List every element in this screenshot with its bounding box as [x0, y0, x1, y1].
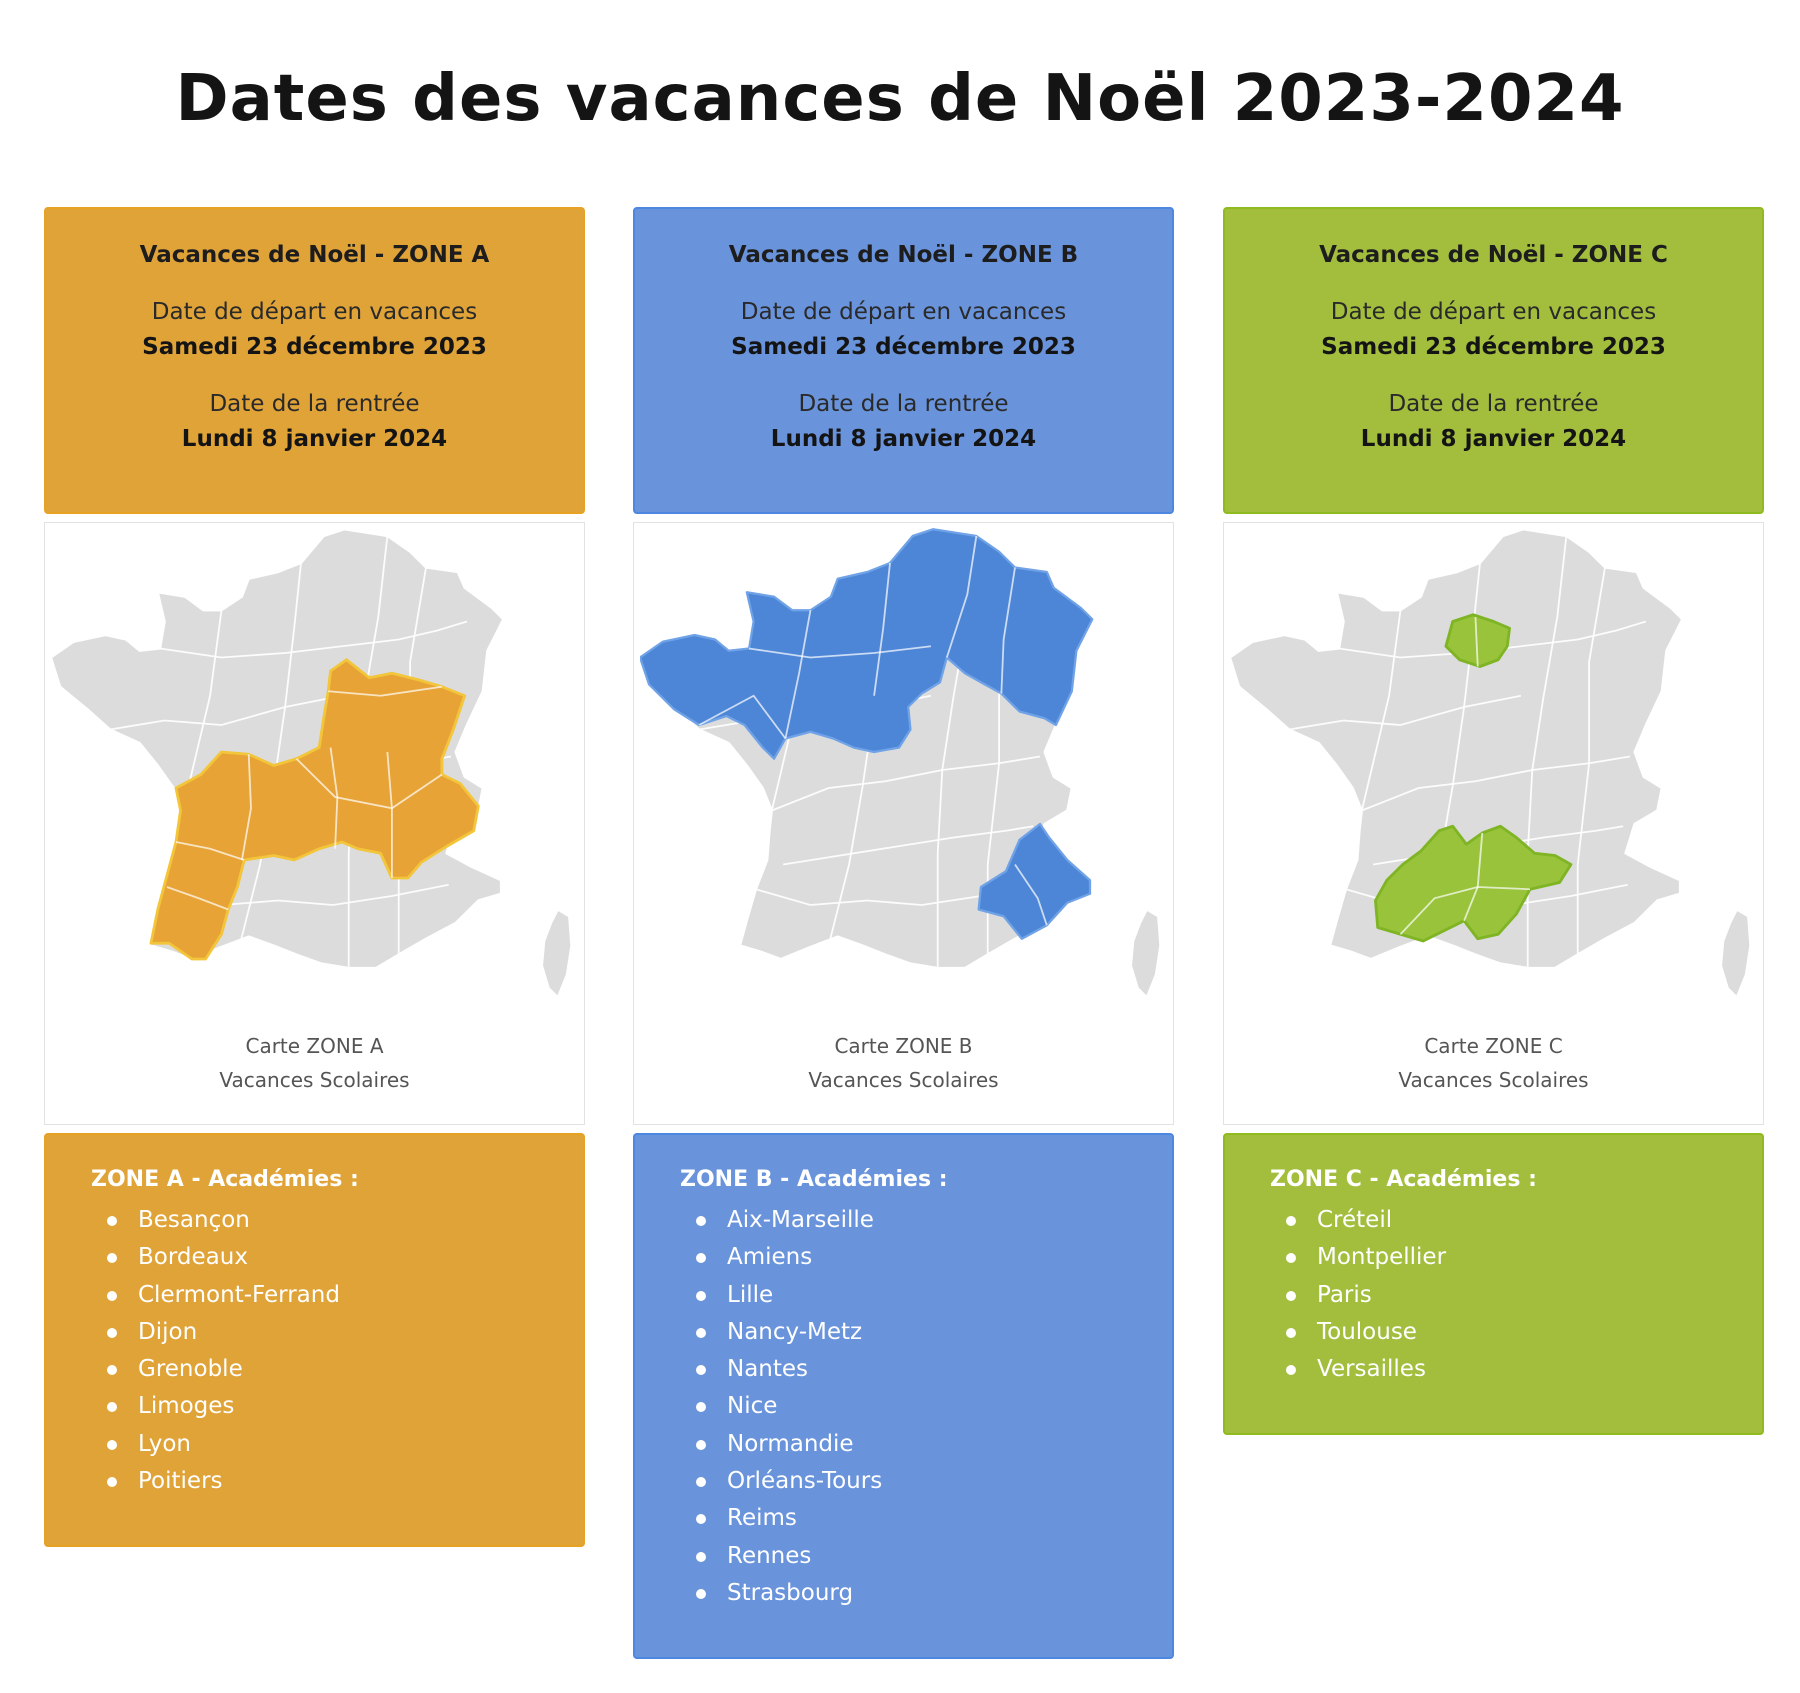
zone-c-map-card [1223, 522, 1764, 1125]
bullet-icon [696, 1589, 706, 1599]
zone-a-column [44, 207, 585, 1547]
list-item [1270, 1351, 1732, 1388]
zone-c-france-map [1230, 527, 1755, 1022]
bullet-icon [696, 1216, 706, 1226]
zone-a-map-caption [45, 1029, 584, 1097]
zone-b-map-caption [634, 1029, 1173, 1097]
zone-c-rentree-label: Date de la rentrée [1388, 391, 1599, 417]
bullet-icon [696, 1552, 706, 1562]
list-item [680, 1239, 1142, 1276]
zone-b-france-map [640, 527, 1165, 1022]
academy-name: Orléans-Tours [727, 1468, 883, 1495]
academy-name: Dijon [138, 1318, 198, 1345]
bullet-icon [107, 1216, 117, 1226]
bullet-icon [696, 1253, 706, 1263]
bullet-icon [696, 1477, 706, 1487]
page-title: Dates des vacances de Noël 2023-2024 [175, 62, 1625, 136]
list-item [91, 1277, 553, 1314]
zone-b-map-card [633, 522, 1174, 1125]
zone-c-dates-card [1223, 207, 1764, 514]
zone-b-academies-card [633, 1133, 1174, 1659]
academy-name: Aix-Marseille [727, 1207, 874, 1233]
zone-a-depart-date: Samedi 23 décembre 2023 [142, 334, 487, 360]
zone-a-rentree-date: Lundi 8 janvier 2024 [181, 426, 448, 452]
academy-name: Paris [1317, 1281, 1372, 1308]
list-item [680, 1538, 1142, 1575]
academy-name: Bordeaux [138, 1244, 248, 1271]
academy-name: Reims [727, 1505, 797, 1532]
academy-name: Versailles [1317, 1356, 1426, 1383]
zone-c-map-caption [1224, 1029, 1763, 1097]
bullet-icon [107, 1253, 117, 1263]
list-item [91, 1463, 553, 1500]
academy-name: Créteil [1317, 1207, 1393, 1233]
list-item [680, 1463, 1142, 1500]
academy-name: Strasbourg [727, 1579, 854, 1606]
bullet-icon [1286, 1253, 1296, 1263]
zone-b-rentree-date: Lundi 8 janvier 2024 [770, 426, 1037, 452]
zone-a-list-title: ZONE A - Académies : [91, 1167, 359, 1192]
academy-name: Toulouse [1317, 1318, 1417, 1345]
academy-name: Lyon [138, 1430, 191, 1457]
zone-b-depart-date: Samedi 23 décembre 2023 [731, 334, 1076, 360]
zone-b-depart-label: Date de départ en vacances [740, 299, 1067, 325]
zone-b-map-caption-line-1: Carte ZONE B [834, 1034, 973, 1058]
academy-name: Besançon [138, 1207, 250, 1233]
zone-c-column [1223, 207, 1764, 1435]
academy-name: Amiens [727, 1244, 813, 1271]
list-item [680, 1351, 1142, 1388]
zone-c-academies-card [1223, 1133, 1764, 1435]
academy-name: Limoges [138, 1393, 235, 1420]
bullet-icon [1286, 1216, 1296, 1226]
bullet-icon [107, 1402, 117, 1412]
academy-name: Rennes [727, 1542, 812, 1569]
list-item [1270, 1314, 1732, 1351]
list-item [680, 1314, 1142, 1351]
zone-a-rentree-label: Date de la rentrée [209, 391, 420, 417]
zone-c-depart-label: Date de départ en vacances [1330, 299, 1657, 325]
academy-name: Poitiers [138, 1468, 223, 1495]
zone-c-rentree-date: Lundi 8 janvier 2024 [1360, 426, 1627, 452]
bullet-icon [696, 1402, 706, 1412]
list-item [1270, 1277, 1732, 1314]
zone-c-map-caption-line-1: Carte ZONE C [1424, 1034, 1563, 1058]
zone-b-column [633, 207, 1174, 1659]
zone-a-france-map [51, 527, 576, 1022]
list-item [91, 1314, 553, 1351]
zone-c-list-title: ZONE C - Académies : [1270, 1167, 1537, 1192]
bullet-icon [696, 1440, 706, 1450]
bullet-icon [1286, 1328, 1296, 1338]
zone-b-map-caption-line-2: Vacances Scolaires [808, 1068, 999, 1092]
academy-name: Grenoble [138, 1356, 243, 1383]
list-item [91, 1351, 553, 1388]
zone-b-dates-card [633, 207, 1174, 514]
zone-a-depart-label: Date de départ en vacances [151, 299, 478, 325]
bullet-icon [107, 1291, 117, 1301]
bullet-icon [696, 1291, 706, 1301]
bullet-icon [1286, 1291, 1296, 1301]
zone-c-academies-list [1270, 1202, 1732, 1388]
zone-a-title: Vacances de Noël - ZONE A [139, 242, 490, 268]
bullet-icon [107, 1440, 117, 1450]
list-item [680, 1575, 1142, 1612]
zone-a-academies-card [44, 1133, 585, 1547]
list-item [680, 1426, 1142, 1463]
zone-c-depart-date: Samedi 23 décembre 2023 [1321, 334, 1666, 360]
academy-name: Clermont-Ferrand [138, 1281, 340, 1308]
list-item [91, 1426, 553, 1463]
bullet-icon [696, 1514, 706, 1524]
zone-b-list-title: ZONE B - Académies : [680, 1167, 948, 1192]
academy-name: Lille [727, 1281, 774, 1308]
bullet-icon [696, 1365, 706, 1375]
list-item [680, 1388, 1142, 1425]
list-item [680, 1500, 1142, 1537]
zone-b-rentree-label: Date de la rentrée [798, 391, 1009, 417]
academy-name: Nice [727, 1393, 778, 1420]
academy-name: Montpellier [1317, 1244, 1447, 1271]
zone-c-title: Vacances de Noël - ZONE C [1319, 242, 1668, 268]
zone-b-academies-list [680, 1202, 1142, 1612]
list-item [680, 1277, 1142, 1314]
zone-b-title: Vacances de Noël - ZONE B [728, 242, 1079, 268]
list-item [91, 1202, 553, 1239]
zone-a-map-card [44, 522, 585, 1125]
zone-c-map-caption-line-2: Vacances Scolaires [1398, 1068, 1589, 1092]
bullet-icon [696, 1328, 706, 1338]
zone-a-dates-card [44, 207, 585, 514]
academy-name: Normandie [727, 1430, 854, 1457]
list-item [1270, 1202, 1732, 1239]
bullet-icon [1286, 1365, 1296, 1375]
zone-a-academies-list [91, 1202, 553, 1500]
list-item [91, 1388, 553, 1425]
bullet-icon [107, 1477, 117, 1487]
academy-name: Nancy-Metz [727, 1318, 863, 1345]
zone-a-map-caption-line-1: Carte ZONE A [245, 1034, 384, 1058]
zone-a-map-caption-line-2: Vacances Scolaires [219, 1068, 410, 1092]
bullet-icon [107, 1365, 117, 1375]
list-item [680, 1202, 1142, 1239]
list-item [1270, 1239, 1732, 1276]
bullet-icon [107, 1328, 117, 1338]
list-item [91, 1239, 553, 1276]
academy-name: Nantes [727, 1356, 809, 1383]
